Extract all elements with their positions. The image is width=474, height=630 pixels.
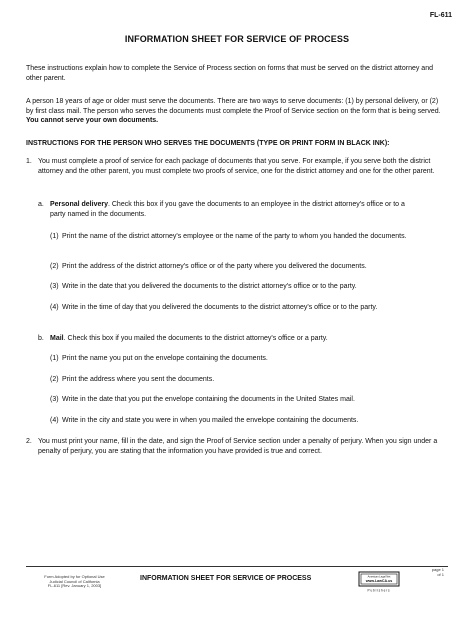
serve-paragraph-text: A person 18 years of age or older must serve the documents. There are two ways to serve documents: (1) by personal delivery, or (2) by first class mail. The person who serves the documents must complete the Proof of Service section on the form that is being served. bbox=[26, 98, 441, 115]
step-text: Print the name you put on the envelope containing the documents. bbox=[62, 355, 268, 362]
serve-paragraph-warning: You cannot serve your own documents. bbox=[26, 117, 159, 124]
step-text: Write in the date that you delivered the documents to the district attorney's office or to the party. bbox=[62, 283, 357, 290]
step-text: Print the address where you sent the documents. bbox=[62, 376, 215, 383]
step-number: (2) bbox=[50, 263, 59, 270]
step-text: Write in the date that you put the envelope containing the documents in the United States mail. bbox=[62, 396, 355, 403]
item-a bbox=[38, 200, 418, 219]
instructions-heading: INSTRUCTIONS FOR THE PERSON WHO SERVES THE DOCUMENTS (TYPE OR PRINT FORM IN BLACK INK): bbox=[26, 140, 390, 147]
item-b-label: b. bbox=[38, 335, 44, 342]
item-2-number: 2. bbox=[26, 438, 32, 445]
footer-form-line: FL-611 [Rev. January 1, 2003] bbox=[47, 583, 102, 589]
item-a-title: Personal delivery bbox=[50, 201, 108, 208]
step-text: Print the name of the district attorney's employee or the name of the party to whom you handed the documents. bbox=[62, 233, 407, 240]
footer-form-line: Judicial Council of California bbox=[49, 578, 100, 584]
form-id: FL-611 bbox=[429, 12, 452, 19]
logo-bottom-text: Publishers bbox=[367, 588, 391, 593]
item-a-step-3 bbox=[50, 282, 420, 292]
step-number: (1) bbox=[50, 355, 59, 362]
item-b-title: Mail bbox=[50, 335, 64, 342]
publisher-logo-graphic bbox=[358, 571, 400, 593]
item-1 bbox=[26, 157, 450, 176]
step-text: Print the address of the district attorney's office or of the party where you delivered the documents. bbox=[62, 263, 367, 270]
item-a-label: a. bbox=[38, 201, 44, 208]
item-2-text: You must print your name, fill in the date, and sign the Proof of Service section under a penalty of perjury. When you sign under a penalty of perjury, you are stating that the information you have provided is true and correct. bbox=[38, 438, 438, 455]
item-1-text: You must complete a proof of service for each package of documents that you serve. For example, if you serve both the district attorney and the other parent, you must complete two proofs of service, one for the district attorney and one for the other parent. bbox=[38, 158, 435, 175]
footer-form-info bbox=[32, 575, 117, 589]
item-a-text: . Check this box if you gave the documents to an employee in the district attorney's office or to a party named in the documents. bbox=[50, 201, 405, 218]
footer-title: INFORMATION SHEET FOR SERVICE OF PROCESS bbox=[140, 575, 312, 582]
page-line: of 1 bbox=[437, 571, 444, 577]
item-b-step-3 bbox=[50, 395, 430, 405]
item-1-number: 1. bbox=[26, 158, 32, 165]
step-text: Write in the city and state you were in when you mailed the envelope containing the documents. bbox=[62, 417, 359, 424]
footer-form-line: Form Adopted by for Optional Use bbox=[44, 574, 105, 579]
page-title: INFORMATION SHEET FOR SERVICE OF PROCESS bbox=[124, 34, 350, 44]
item-b-step-2 bbox=[50, 375, 430, 385]
footer-divider bbox=[26, 566, 448, 567]
item-b bbox=[38, 334, 438, 344]
item-a-body bbox=[50, 200, 418, 219]
step-number: (3) bbox=[50, 396, 59, 403]
item-a-step-4 bbox=[50, 303, 400, 313]
publisher-logo bbox=[358, 571, 400, 593]
item-a-step-1 bbox=[50, 232, 410, 242]
item-b-body bbox=[50, 334, 438, 344]
step-number: (1) bbox=[50, 233, 59, 240]
page-line: page 1 bbox=[431, 567, 444, 572]
item-2 bbox=[26, 437, 450, 456]
step-number: (4) bbox=[50, 417, 59, 424]
step-number: (4) bbox=[50, 304, 59, 311]
logo-top-text: American Legal Net bbox=[367, 575, 391, 579]
intro-paragraph: These instructions explain how to complete the Service of Process section on forms that must be served on the district attorney and other parent. bbox=[26, 65, 433, 82]
footer-page-number bbox=[428, 568, 444, 577]
step-number: (2) bbox=[50, 376, 59, 383]
item-b-step-1 bbox=[50, 354, 430, 364]
serve-paragraph bbox=[26, 97, 446, 126]
step-text: Write in the time of day that you delivered the documents to the district attorney's office or to the party. bbox=[62, 304, 378, 311]
item-a-step-2 bbox=[50, 262, 420, 272]
step-number: (3) bbox=[50, 283, 59, 290]
item-b-step-4 bbox=[50, 416, 430, 426]
item-b-text: . Check this box if you mailed the documents to the district attorney's office or a party. bbox=[63, 335, 328, 342]
logo-main-text: www.LawCA.us bbox=[365, 579, 393, 583]
